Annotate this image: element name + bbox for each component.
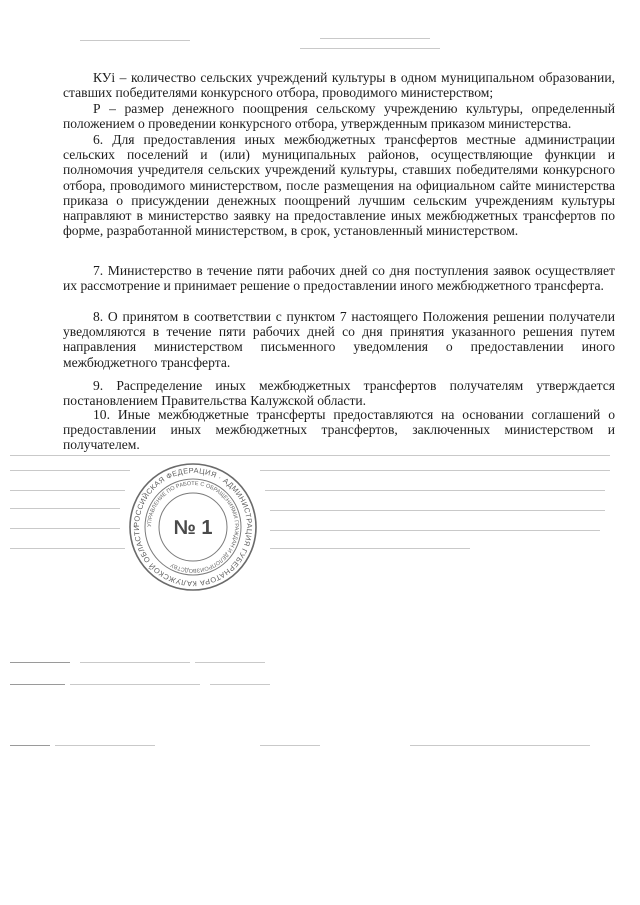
scan-artifact [320, 38, 430, 39]
scan-artifact [270, 510, 605, 511]
scan-artifact [260, 745, 320, 746]
paragraph-item-9: 9. Распределение иных межбюджетных трансфертов получателям утверждается постановлением Правительства Калужской области. [63, 378, 615, 409]
scan-artifact [80, 40, 190, 41]
scan-artifact [195, 662, 265, 663]
scan-artifact [55, 745, 155, 746]
scan-artifact [10, 745, 50, 746]
round-stamp [128, 462, 258, 592]
scan-artifact [10, 528, 120, 529]
stamp-inner-textpath: УПРАВЛЕНИЕ ПО РАБОТЕ С ОБРАЩЕНИЯМИ ГРАЖДАН И ДЕЛОПРОИЗВОДСТВУ [146, 480, 240, 574]
scan-artifact [300, 48, 440, 49]
scan-artifact [10, 490, 125, 491]
scan-artifact [10, 548, 125, 549]
stamp-outer-textpath: РОССИЙСКАЯ ФЕДЕРАЦИЯ · АДМИНИСТРАЦИЯ ГУБЕРНАТОРА КАЛУЖСКОЙ ОБЛАСТИ [131, 465, 255, 589]
scan-artifact [10, 662, 70, 663]
scan-artifact [210, 684, 270, 685]
scan-artifact [410, 745, 590, 746]
scan-artifact [270, 530, 600, 531]
scan-artifact [10, 470, 130, 471]
scan-artifact [10, 684, 65, 685]
scan-artifact [10, 455, 610, 456]
scan-artifact [70, 684, 200, 685]
paragraph-item-7: 7. Министерство в течение пяти рабочих дней со дня поступления заявок осуществляет их рассмотрение и принимает решение о предоставлении иного межбюджетного трансферта. [63, 263, 615, 294]
paragraph-p-definition: Р – размер денежного поощрения сельскому учреждению культуры, определенный положением о проведении конкурсного отбора, утвержденным приказом министерства. [63, 101, 615, 132]
scan-artifact [260, 470, 610, 471]
scan-artifact [265, 490, 605, 491]
stamp-number: № 1 [173, 517, 213, 539]
scan-artifact [270, 548, 470, 549]
scan-artifact [80, 662, 190, 663]
paragraph-item-10: 10. Иные межбюджетные трансферты предоставляются на основании соглашений о предоставлении иных межбюджетных трансфертов, заключенных министерством и получателем. [63, 407, 615, 453]
paragraph-item-6: 6. Для предоставления иных межбюджетных трансфертов местные администрации сельских поселений и (или) муниципальных районов, осуществляющие функции и полномочия учредителя сельских учреждений культуры, ставших победителями конкурсного отбора, проводимого министерством, после размещения на официальном сайте министерства приказа о присуждении денежных поощрений лучшим сельским учреждениям культуры направляют в министерство заявку на предоставление иных межбюджетных трансфертов по форме, разработанной министерством, в срок, установленный министерством. [63, 132, 615, 239]
paragraph-item-8: 8. О принятом в соответствии с пунктом 7 настоящего Положения решении получатели уведомляются в течение пяти рабочих дней со дня принятия указанного решения путем направления министерством письменного уведомления о предоставлении иного межбюджетного трансферта. [63, 309, 615, 370]
paragraph-kui-definition: КУi – количество сельских учреждений культуры в одном муниципальном образовании, ставших победителями конкурсного отбора, проводимого министерством; [63, 70, 615, 101]
scan-artifact [10, 508, 120, 509]
